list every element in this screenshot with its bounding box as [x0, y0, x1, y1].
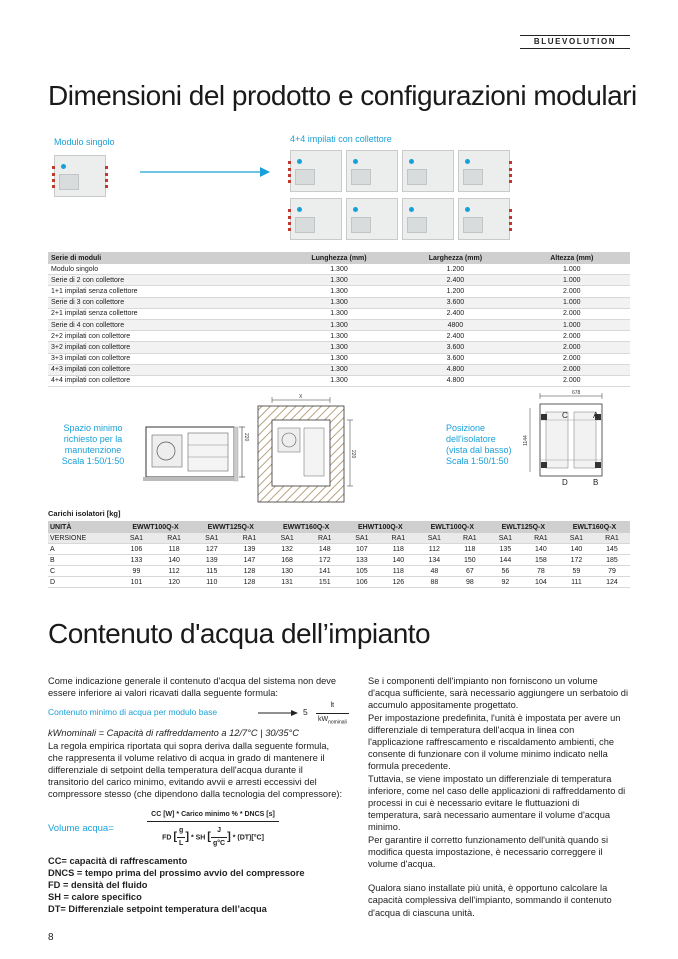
table-cell: 118: [380, 566, 417, 577]
table-cell: 150: [452, 555, 488, 566]
dim-label-220: 220: [350, 450, 356, 459]
maintenance-drawing-side: [138, 405, 248, 485]
table-cell: 3.600: [397, 353, 513, 364]
table-cell: 2.000: [514, 364, 630, 375]
table-cell: 185: [594, 555, 630, 566]
version-cell: SA1: [417, 533, 452, 544]
table-row: [48, 375, 630, 386]
table-cell: 2.000: [514, 331, 630, 342]
table-cell: 2.400: [397, 308, 513, 319]
table-cell: 1.000: [514, 275, 630, 286]
table-cell: 1.000: [514, 319, 630, 330]
table-row: [48, 364, 630, 375]
table-cell: 67: [452, 566, 488, 577]
table-cell: 4+3 impilati con collettore: [48, 364, 281, 375]
corner-d: D: [562, 478, 568, 487]
maintenance-drawing-top: [250, 392, 360, 512]
col-header-model: EWWT160Q-X: [268, 521, 343, 533]
version-cell: RA1: [452, 533, 488, 544]
single-module-image: [52, 151, 110, 201]
table-cell: 4.800: [397, 364, 513, 375]
table-cell: Serie di 3 con collettore: [48, 297, 281, 308]
table-cell: 135: [488, 544, 523, 555]
table-cell: 168: [268, 555, 305, 566]
table-row: [48, 577, 630, 588]
corner-c: C: [562, 411, 568, 420]
table-cell: 140: [155, 555, 193, 566]
formula2-label: Volume acqua=: [48, 822, 114, 834]
multi-module-label: 4+4 impilati con collettore: [290, 134, 392, 144]
multi-module-image: [288, 148, 516, 244]
table-cell: Modulo singolo: [48, 264, 281, 275]
arrow-right-icon: [140, 166, 270, 178]
table-cell: 92: [488, 577, 523, 588]
section-title-dimensions: Dimensioni del prodotto e configurazioni modulari: [48, 80, 637, 111]
table-cell: 1.300: [281, 319, 397, 330]
table-cell: 2.000: [514, 342, 630, 353]
formula2-denominator: FD [ $\frac{g}{L}$ ] * SH [ $\frac{J}{g^\circ C}$ ] * (DT)[°C]: [162, 826, 264, 848]
table-cell: 107: [344, 544, 380, 555]
single-module-label: Modulo singolo: [54, 137, 115, 147]
version-cell: SA1: [344, 533, 380, 544]
table-cell: 127: [193, 544, 230, 555]
table-cell: 2.000: [514, 286, 630, 297]
table-cell: 141: [306, 566, 344, 577]
table-cell: 56: [488, 566, 523, 577]
table-cell: 151: [306, 577, 344, 588]
table-cell: 118: [452, 544, 488, 555]
col-header-model: EWLT160Q-X: [559, 521, 630, 533]
formula1: [48, 703, 346, 723]
formula1-value: 5: [303, 707, 308, 718]
version-cell: RA1: [306, 533, 344, 544]
table-cell: 4800: [397, 319, 513, 330]
version-cell: RA1: [155, 533, 193, 544]
formula2-body: [108, 809, 318, 851]
version-cell: RA1: [594, 533, 630, 544]
col-header-series: Serie di moduli: [48, 252, 281, 264]
table-cell: 1.300: [281, 308, 397, 319]
table-row: [48, 342, 630, 353]
isolator-position-label: Posizione dell'isolatore (vista dal basso) Scala 1:50/1:50: [446, 423, 512, 466]
col-header-length: Lunghezza (mm): [281, 252, 397, 264]
dim-label-x: X: [299, 394, 303, 400]
dimensions-table: [48, 252, 630, 387]
dim-label-1144: 1144: [523, 435, 529, 446]
table-cell: 106: [118, 544, 155, 555]
load-table-title: Carichi isolatori [kg]: [48, 509, 121, 518]
version-cell: RA1: [380, 533, 417, 544]
table-cell: 111: [559, 577, 594, 588]
col-header-height: Altezza (mm): [514, 252, 630, 264]
table-row: [48, 286, 630, 297]
intro-text: Come indicazione generale il contenuto d'acqua del sistema non deve essere inferiore ai valori ricavati dalla seguente formula:: [48, 676, 337, 699]
right-para-2: Per impostazione predefinita, l'unità è impostata per avere un differenziale di temperatura dell'acqua in linea con l'applicazione raffrescamento e riscaldamento ambienti, che consente di funzionare con il volume minimo indicato nella formula precedente.: [368, 712, 621, 772]
table-cell: B: [48, 555, 118, 566]
table-cell: 118: [380, 544, 417, 555]
table-cell: 112: [155, 566, 193, 577]
table-cell: 128: [230, 577, 268, 588]
right-para-3: Tuttavia, se viene impostato un differenziale di temperatura inferiore, come nel caso delle applicazioni di raffreddamento di processi in cui è necessario evitare le fluttuazioni di temperatura, sarà necessario aumentare il volume d'acqua minimo.: [368, 773, 626, 833]
version-cell: SA1: [559, 533, 594, 544]
formula2: [48, 809, 346, 848]
kw-note: kWnominali = Capacità di raffreddamento a 12/7°C | 30/35°C: [48, 728, 299, 739]
table-cell: 1.300: [281, 375, 397, 386]
def-cc: CC= capacità di raffrescamento: [48, 855, 188, 866]
table-cell: 79: [594, 566, 630, 577]
version-label: VERSIONE: [48, 533, 118, 544]
arrow-icon: [258, 709, 298, 717]
col-header-width: Larghezza (mm): [397, 252, 513, 264]
table-cell: 115: [193, 566, 230, 577]
table-row: [48, 544, 630, 555]
col-header-model: EWWT100Q-X: [118, 521, 193, 533]
table-cell: 1.300: [281, 353, 397, 364]
section-title-water: Contenuto d'acqua dell’impianto: [48, 618, 431, 649]
table-cell: 3.600: [397, 342, 513, 353]
table-cell: 134: [417, 555, 452, 566]
col-header-model: EWLT100Q-X: [417, 521, 488, 533]
version-cell: RA1: [523, 533, 559, 544]
table-row: [48, 264, 630, 275]
version-cell: SA1: [268, 533, 305, 544]
brand-logo: BLUEVOLUTION: [520, 35, 630, 49]
table-cell: 144: [488, 555, 523, 566]
version-cell: SA1: [193, 533, 230, 544]
version-row: [48, 533, 630, 544]
table-cell: 124: [594, 577, 630, 588]
right-para-4: Per garantire il corretto funzionamento dell'unità quando si modifica questa impostazione, è necessario correggere il volume d'acqua.: [368, 834, 609, 870]
left-column: [48, 675, 346, 916]
table-cell: 1.000: [514, 297, 630, 308]
version-cell: SA1: [488, 533, 523, 544]
table-cell: 145: [594, 544, 630, 555]
table-cell: 140: [559, 544, 594, 555]
table-cell: 172: [306, 555, 344, 566]
table-cell: 101: [118, 577, 155, 588]
table-cell: A: [48, 544, 118, 555]
table-cell: 147: [230, 555, 268, 566]
table-cell: 158: [523, 555, 559, 566]
table-cell: 48: [417, 566, 452, 577]
table-cell: 1.200: [397, 286, 513, 297]
table-cell: 120: [155, 577, 193, 588]
table-cell: 139: [193, 555, 230, 566]
table-cell: 1.300: [281, 264, 397, 275]
formula2-numerator: CC [W] * Carico minimo % * DNCS [s]: [147, 809, 279, 822]
table-cell: 2.400: [397, 275, 513, 286]
right-para-5: Qualora siano installate più unità, è opportuno calcolare la capacità complessiva dell'impianto, sommando il contenuto d'acqua di ciascuna unità.: [368, 883, 612, 918]
col-header-model: EWLT125Q-X: [488, 521, 559, 533]
def-sh: SH = calore specifico: [48, 892, 142, 903]
right-para-1: Se i componenti dell'impianto non forniscono un volume d'acqua sufficiente, sarà necessario aggiungere un serbatoio di accumulo appositamente progettato.: [368, 676, 629, 711]
table-cell: 172: [559, 555, 594, 566]
version-cell: RA1: [230, 533, 268, 544]
definitions-list: [48, 855, 346, 916]
table-cell: 132: [268, 544, 305, 555]
table-cell: 88: [417, 577, 452, 588]
table-cell: 1.300: [281, 297, 397, 308]
table-cell: 106: [344, 577, 380, 588]
table-cell: 126: [380, 577, 417, 588]
table-cell: 2+2 impilati con collettore: [48, 331, 281, 342]
right-column: [368, 675, 630, 919]
table-cell: 78: [523, 566, 559, 577]
table-row: [48, 308, 630, 319]
table-cell: 1.300: [281, 342, 397, 353]
def-dncs: DNCS = tempo prima del prossimo avvio del compressore: [48, 867, 305, 878]
table-row: [48, 319, 630, 330]
table-row: [48, 331, 630, 342]
table-row: [48, 353, 630, 364]
table-cell: 140: [380, 555, 417, 566]
table-cell: 133: [118, 555, 155, 566]
table-row: [48, 555, 630, 566]
table-cell: 59: [559, 566, 594, 577]
table-cell: 104: [523, 577, 559, 588]
table-cell: 112: [417, 544, 452, 555]
corner-b: B: [593, 478, 599, 487]
table-cell: 2.000: [514, 375, 630, 386]
maintenance-space-label: Spazio minimo richiesto per la manutenzione Scala 1:50/1:50: [61, 423, 125, 466]
table-cell: 133: [344, 555, 380, 566]
table-cell: D: [48, 577, 118, 588]
table-cell: 1.300: [281, 286, 397, 297]
table-cell: 99: [118, 566, 155, 577]
table-cell: Serie di 2 con collettore: [48, 275, 281, 286]
table-cell: 131: [268, 577, 305, 588]
table-row: [48, 566, 630, 577]
formula1-fraction: lt $kW_{nominali}$: [318, 702, 347, 725]
version-cell: SA1: [118, 533, 155, 544]
corner-a: A: [593, 411, 599, 420]
table-cell: 2+1 impilati senza collettore: [48, 308, 281, 319]
formula1-label: Contenuto minimo di acqua per modulo base: [48, 707, 218, 718]
table-cell: 1.200: [397, 264, 513, 275]
table-cell: 1+1 impilati senza collettore: [48, 286, 281, 297]
table-cell: 118: [155, 544, 193, 555]
table-cell: 105: [344, 566, 380, 577]
table-cell: 140: [523, 544, 559, 555]
table-cell: C: [48, 566, 118, 577]
table-cell: 1.300: [281, 364, 397, 375]
dim-label-678: 678: [572, 390, 581, 396]
page-number: 8: [48, 932, 54, 943]
table-cell: 1.300: [281, 331, 397, 342]
table-cell: 4+4 impilati con collettore: [48, 375, 281, 386]
dim-label-side: 220: [243, 433, 249, 442]
table-cell: 98: [452, 577, 488, 588]
table-cell: 3+2 impilati con collettore: [48, 342, 281, 353]
table-cell: 3.600: [397, 297, 513, 308]
table-cell: 4.800: [397, 375, 513, 386]
table-cell: 148: [306, 544, 344, 555]
table-cell: 139: [230, 544, 268, 555]
table-cell: 128: [230, 566, 268, 577]
table-row: [48, 275, 630, 286]
table-row: [48, 297, 630, 308]
isolator-load-table: [48, 521, 630, 588]
table-cell: 1.000: [514, 264, 630, 275]
col-header-model: EWWT125Q-X: [193, 521, 268, 533]
table-cell: 110: [193, 577, 230, 588]
table-cell: 3+3 impilati con collettore: [48, 353, 281, 364]
table-cell: 1.300: [281, 275, 397, 286]
rule-text: La regola empirica riportata qui sopra deriva dalla seguente formula, che rappresenta il volume relativo di acqua in grado di mantenere il differenziale di setpoint della temperatura dell'acqua durante il transitorio del carico minimo, evitando avvii e arresti eccessivi del compressore stesso (che dipendono dalla tecnologia del compressore):: [48, 740, 343, 800]
def-dt: DT= Differenziale setpoint temperatura dell’acqua: [48, 904, 267, 915]
table-cell: 2.000: [514, 353, 630, 364]
table-cell: 2.000: [514, 308, 630, 319]
table-cell: Serie di 4 con collettore: [48, 319, 281, 330]
col-header-model: EHWT100Q-X: [344, 521, 417, 533]
isolator-drawing: [518, 390, 618, 488]
col-header-unit: UNITÀ: [48, 521, 118, 533]
table-cell: 2.400: [397, 331, 513, 342]
def-fd: FD = densità del fluido: [48, 880, 148, 891]
table-cell: 130: [268, 566, 305, 577]
